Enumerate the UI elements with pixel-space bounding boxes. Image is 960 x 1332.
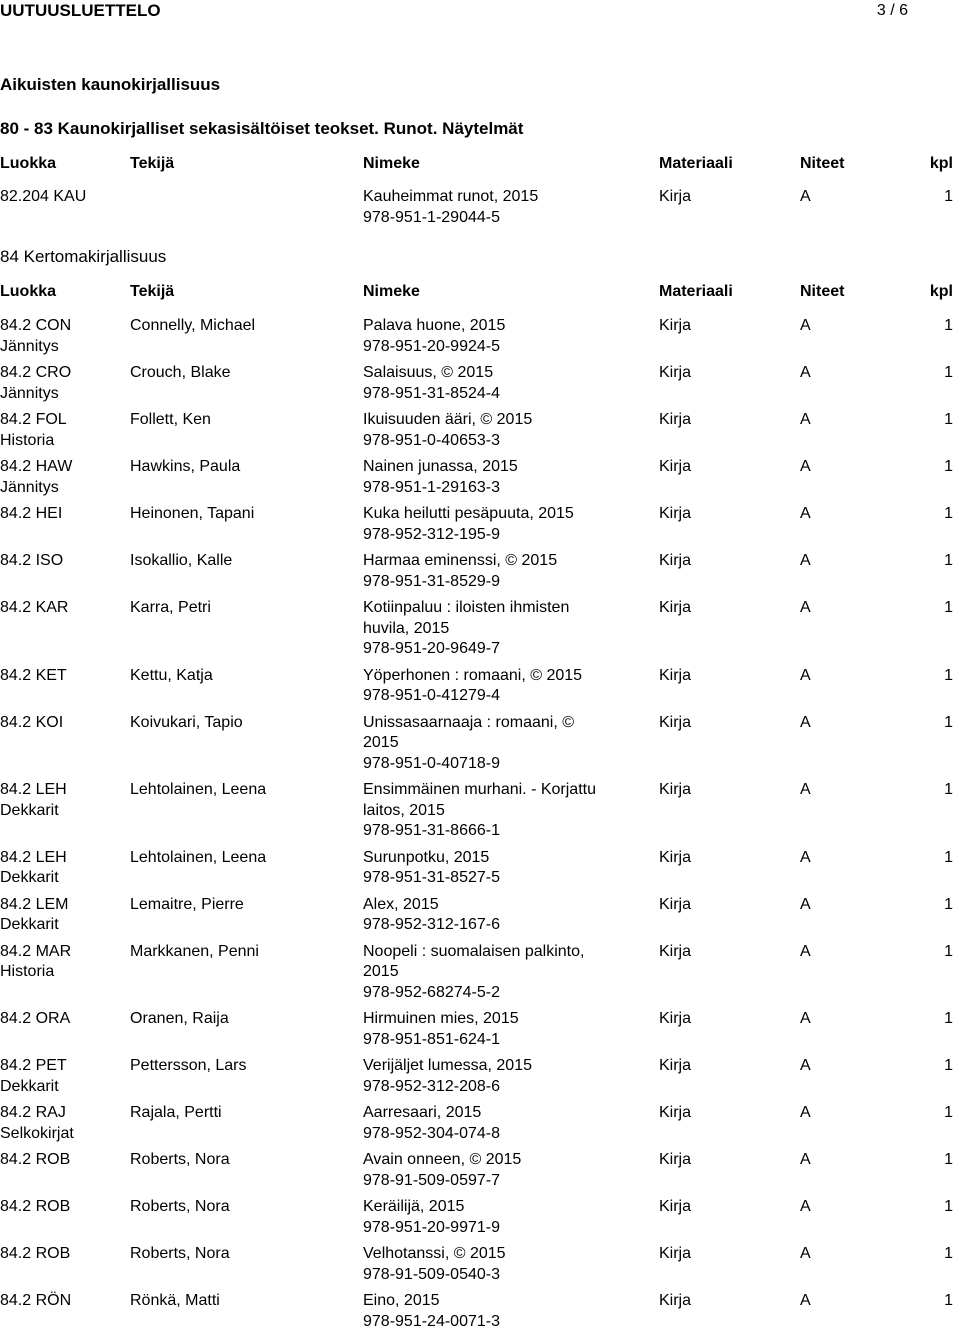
cell-kpl: 1 (944, 666, 953, 684)
cell-niteet: A (800, 942, 811, 960)
cell-kpl: 1 (944, 505, 953, 522)
cell-luokka: 84.2 MAR Historia (0, 942, 72, 980)
cell-luokka: 84.2 ROB (0, 1198, 71, 1215)
cell-kpl: 1 (944, 1292, 953, 1309)
subsection-title-84: 84 Kertomakirjallisuus (0, 247, 167, 266)
page-number: 3 / 6 (876, 2, 908, 19)
cell-kpl: 1 (944, 1151, 953, 1168)
cell-luokka: 82.204 KAU (0, 188, 87, 205)
cell-luokka: 84.2 ORA (0, 1010, 71, 1027)
cell-luokka: 84.2 KOI (0, 713, 64, 731)
cell-materiaali: Kirja (659, 1245, 692, 1262)
table-header-84 (0, 282, 960, 304)
cell-luokka: 84.2 HAW Jännitys (0, 458, 73, 496)
cell-tekija: Roberts, Nora (130, 1245, 230, 1262)
cell-kpl: 1 (944, 848, 953, 866)
cell-materiaali: Kirja (659, 599, 692, 616)
cell-tekija: Roberts, Nora (130, 1151, 230, 1168)
cell-luokka: 84.2 LEH Dekkarit (0, 848, 67, 886)
col-tekija: Tekijä (130, 283, 175, 300)
cell-niteet: A (800, 505, 811, 522)
cell-niteet: A (800, 713, 811, 731)
cell-niteet: A (800, 895, 811, 913)
cell-materiaali: Kirja (659, 1057, 692, 1074)
cell-luokka: 84.2 LEM Dekkarit (0, 895, 69, 933)
cell-nimeke: Unissasaarnaaja : romaani, © 2015 978-951-0-40718-9 (363, 713, 574, 772)
cell-kpl: 1 (944, 1057, 953, 1074)
cell-materiaali: Kirja (659, 505, 692, 522)
cell-tekija: Pettersson, Lars (130, 1057, 247, 1074)
cell-materiaali: Kirja (659, 781, 692, 798)
cell-tekija: Connelly, Michael (130, 317, 256, 334)
cell-materiaali: Kirja (659, 1292, 692, 1309)
cell-niteet: A (800, 1198, 811, 1215)
cell-luokka: 84.2 RÖN (0, 1292, 72, 1309)
cell-nimeke: Eino, 2015 978-951-24-0071-3 (363, 1292, 500, 1330)
col-kpl: kpl (929, 283, 953, 300)
col-luokka: Luokka (0, 155, 57, 172)
cell-kpl: 1 (944, 552, 953, 569)
cell-kpl: 1 (944, 458, 953, 475)
col-niteet: Niteet (800, 155, 845, 172)
cell-tekija: Oranen, Raija (130, 1010, 229, 1027)
cell-kpl: 1 (944, 895, 953, 913)
cell-luokka: 84.2 CRO Jännitys (0, 364, 72, 402)
cell-tekija: Roberts, Nora (130, 1198, 230, 1215)
cell-nimeke: Aarresaari, 2015 978-952-304-074-8 (363, 1104, 500, 1142)
cell-tekija: Rönkä, Matti (130, 1292, 220, 1309)
document-title: UUTUUSLUETTELO (0, 1, 161, 20)
col-materiaali: Materiaali (659, 155, 733, 172)
cell-nimeke: Velhotanssi, © 2015 978-91-509-0540-3 (363, 1245, 506, 1283)
cell-nimeke: Yöperhonen : romaani, © 2015 978-951-0-41279-4 (363, 666, 583, 704)
cell-kpl: 1 (944, 781, 953, 798)
cell-nimeke: Avain onneen, © 2015 978-91-509-0597-7 (363, 1151, 522, 1189)
cell-nimeke: Harmaa eminenssi, © 2015 978-951-31-8529-9 (363, 552, 558, 590)
cell-kpl: 1 (944, 188, 953, 205)
cell-materiaali: Kirja (659, 666, 692, 684)
cell-kpl: 1 (944, 1104, 953, 1121)
cell-tekija: Heinonen, Tapani (130, 505, 255, 522)
cell-niteet: A (800, 458, 811, 475)
cell-tekija: Lemaitre, Pierre (130, 895, 244, 913)
cell-tekija: Hawkins, Paula (130, 458, 241, 475)
cell-niteet: A (800, 364, 811, 381)
cell-materiaali: Kirja (659, 848, 692, 866)
cell-materiaali: Kirja (659, 1010, 692, 1027)
table-header-80-83 (0, 154, 960, 176)
cell-niteet: A (800, 1292, 811, 1309)
cell-tekija: Lehtolainen, Leena (130, 848, 267, 866)
cell-nimeke: Nainen junassa, 2015 978-951-1-29163-3 (363, 458, 518, 496)
cell-niteet: A (800, 1057, 811, 1074)
cell-materiaali: Kirja (659, 713, 692, 731)
cell-nimeke: Hirmuinen mies, 2015 978-951-851-624-1 (363, 1010, 519, 1048)
cell-nimeke: Keräilijä, 2015 978-951-20-9971-9 (363, 1198, 500, 1236)
col-luokka: Luokka (0, 283, 57, 300)
cell-nimeke: Noopeli : suomalaisen palkinto, 2015 978-952-68274-5-2 (363, 942, 585, 1001)
cell-materiaali: Kirja (659, 942, 692, 960)
cell-nimeke: Palava huone, 2015 978-951-20-9924-5 (363, 317, 506, 355)
section-title: Aikuisten kaunokirjallisuus (0, 75, 221, 94)
cell-niteet: A (800, 411, 811, 428)
cell-materiaali: Kirja (659, 552, 692, 569)
cell-luokka: 84.2 HEI (0, 505, 63, 522)
cell-nimeke: Kauheimmat runot, 2015 978-951-1-29044-5 (363, 188, 539, 226)
cell-tekija: Crouch, Blake (130, 364, 231, 381)
cell-materiaali: Kirja (659, 188, 692, 205)
cell-luokka: 84.2 ISO (0, 552, 64, 569)
cell-materiaali: Kirja (659, 1104, 692, 1121)
cell-kpl: 1 (944, 364, 953, 381)
cell-niteet: A (800, 781, 811, 798)
cell-niteet: A (800, 1104, 811, 1121)
cell-tekija: Rajala, Pertti (130, 1104, 222, 1121)
cell-tekija: Lehtolainen, Leena (130, 781, 267, 798)
cell-luokka: 84.2 PET Dekkarit (0, 1057, 67, 1095)
cell-tekija: Markkanen, Penni (130, 942, 259, 960)
subsection-title-80-83: 80 - 83 Kaunokirjalliset sekasisältöiset teokset. Runot. Näytelmät (0, 119, 524, 138)
cell-nimeke: Salaisuus, © 2015 978-951-31-8524-4 (363, 364, 500, 402)
cell-luokka: 84.2 FOL Historia (0, 411, 67, 449)
cell-kpl: 1 (944, 411, 953, 428)
cell-luokka: 84.2 CON Jännitys (0, 317, 72, 355)
cell-luokka: 84.2 KET (0, 666, 67, 684)
cell-tekija: Karra, Petri (130, 599, 211, 616)
cell-materiaali: Kirja (659, 364, 692, 381)
cell-niteet: A (800, 552, 811, 569)
cell-niteet: A (800, 599, 811, 616)
col-materiaali: Materiaali (659, 283, 733, 300)
cell-niteet: A (800, 1151, 811, 1168)
cell-niteet: A (800, 666, 811, 684)
col-kpl: kpl (929, 155, 953, 172)
cell-kpl: 1 (944, 317, 953, 334)
cell-nimeke: Surunpotku, 2015 978-951-31-8527-5 (363, 848, 500, 886)
cell-luokka: 84.2 RAJ Selkokirjat (0, 1104, 74, 1142)
cell-tekija: Follett, Ken (130, 411, 211, 428)
cell-niteet: A (800, 848, 811, 866)
cell-luokka: 84.2 LEH Dekkarit (0, 781, 67, 819)
cell-kpl: 1 (944, 942, 953, 960)
cell-materiaali: Kirja (659, 1151, 692, 1168)
cell-materiaali: Kirja (659, 1198, 692, 1215)
cell-niteet: A (800, 1245, 811, 1262)
cell-kpl: 1 (944, 599, 953, 616)
cell-luokka: 84.2 ROB (0, 1245, 71, 1262)
cell-niteet: A (800, 317, 811, 334)
cell-materiaali: Kirja (659, 458, 692, 475)
cell-nimeke: Kuka heilutti pesäpuuta, 2015 978-952-312-195-9 (363, 505, 574, 543)
cell-kpl: 1 (944, 713, 953, 731)
col-nimeke: Nimeke (363, 283, 420, 300)
cell-nimeke: Verijäljet lumessa, 2015 978-952-312-208-6 (363, 1057, 532, 1095)
col-niteet: Niteet (800, 283, 845, 300)
cell-nimeke: Alex, 2015 978-952-312-167-6 (363, 895, 500, 933)
cell-tekija: Kettu, Katja (130, 666, 213, 684)
cell-luokka: 84.2 KAR (0, 599, 69, 616)
cell-nimeke: Kotiinpaluu : iloisten ihmisten huvila, 2015 978-951-20-9649-7 (363, 599, 570, 657)
cell-tekija: Isokallio, Kalle (130, 552, 233, 569)
col-tekija: Tekijä (130, 155, 175, 172)
cell-nimeke: Ikuisuuden ääri, © 2015 978-951-0-40653-3 (363, 411, 533, 449)
cell-kpl: 1 (944, 1010, 953, 1027)
cell-materiaali: Kirja (659, 895, 692, 913)
cell-kpl: 1 (944, 1245, 953, 1262)
cell-kpl: 1 (944, 1198, 953, 1215)
cell-materiaali: Kirja (659, 317, 692, 334)
cell-niteet: A (800, 188, 811, 205)
cell-tekija: Koivukari, Tapio (130, 713, 243, 731)
cell-niteet: A (800, 1010, 811, 1027)
col-nimeke: Nimeke (363, 155, 420, 172)
cell-nimeke: Ensimmäinen murhani. - Korjattu laitos, 2015 978-951-31-8666-1 (363, 781, 596, 839)
cell-materiaali: Kirja (659, 411, 692, 428)
cell-luokka: 84.2 ROB (0, 1151, 71, 1168)
